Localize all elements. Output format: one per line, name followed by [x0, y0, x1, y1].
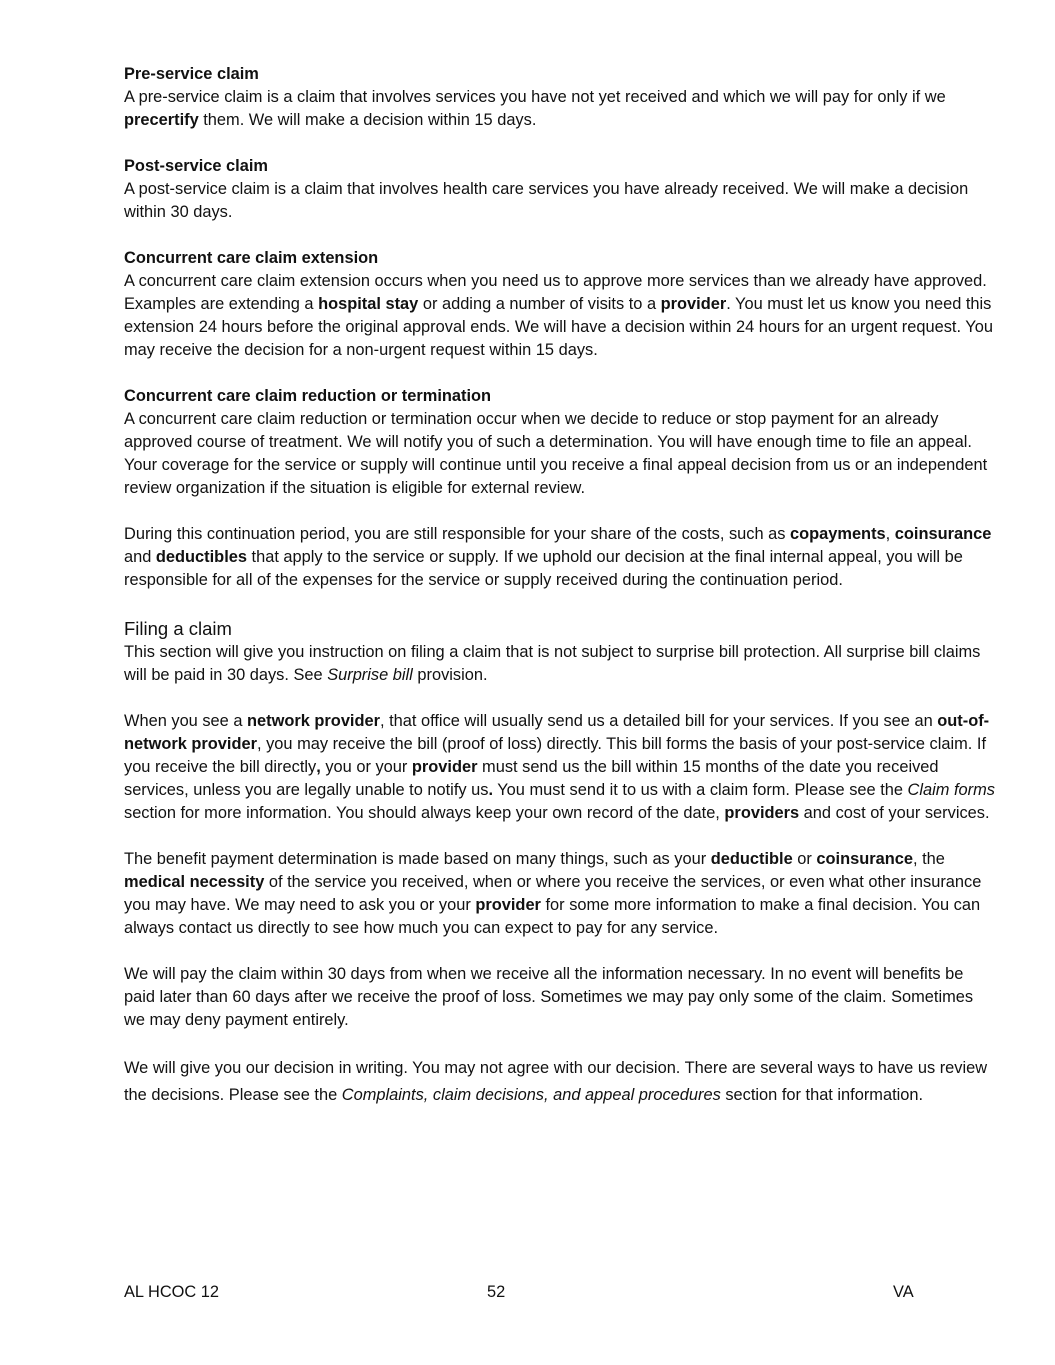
text-run: of the service you received, when or where you receive the services, or even what other insurance you may have. We may need to ask you or your: [124, 873, 982, 914]
text-run: , the: [912, 850, 945, 868]
defined-term: copayments: [790, 525, 886, 543]
document-page: [124, 63, 996, 1109]
text-run: When you see a: [124, 712, 248, 730]
defined-term: medical necessity: [124, 873, 265, 891]
text-run: You must send it to us with a claim form. Please see the: [493, 781, 908, 799]
pre-service-paragraph: [124, 86, 996, 132]
text-run: provision.: [412, 666, 488, 684]
concurrent-reduction-paragraph: A concurrent care claim reduction or termination occur when we decide to reduce or stop payment for an already approved course of treatment. We will notify you of such a determination. You will have enough time to file an appeal. Your coverage for the service or supply will continue until you receive a final appeal decision from us or an independent review organization if the situation is eligible for external review.: [124, 410, 988, 497]
defined-term: precertify: [124, 111, 199, 129]
text-run: section for that information.: [720, 1086, 924, 1104]
section-reference: Surprise bill: [327, 666, 413, 684]
text-run: that apply to the service or supply. If we uphold our decision at the final internal appeal, you will be responsible for all of the expenses for the service or supply received during the continuation period.: [124, 548, 963, 589]
text-run: for some more information to make a final decision. You can always contact us directly to see how much you can expect to pay for any service.: [124, 896, 981, 937]
text-run: We will give you our decision in writing. You may not agree with our decision. There are several ways to have us review the decisions. Please see the: [124, 1059, 988, 1104]
section-reference: Complaints, claim decisions, and appeal procedures: [341, 1086, 721, 1104]
text-run: must send us the bill within 15 months of the date you received services, unless you are legally unable to notify us: [124, 758, 939, 799]
concurrent-reduction-heading: Concurrent care claim reduction or termination: [124, 387, 492, 405]
text-run: During this continuation period, you are still responsible for your share of the costs, such as: [124, 525, 790, 543]
text-run: section for more information. You should always keep your own record of the date,: [124, 804, 725, 822]
text-run: , you may receive the bill (proof of loss) directly. This bill forms the basis of your post-service claim. If you receive the bill directly: [124, 735, 987, 776]
footer-page-number: 52: [487, 1283, 506, 1301]
bold-punctuation: ,: [316, 758, 321, 776]
text-run: or adding a number of visits to a: [418, 295, 661, 313]
defined-term: hospital stay: [318, 295, 419, 313]
post-service-paragraph: A post-service claim is a claim that involves health care services you have already received. We will make a decision within 30 days.: [124, 180, 969, 221]
defined-term: provider: [411, 758, 478, 776]
text-run: A pre-service claim is a claim that involves services you have not yet received and which we will pay for only if we: [124, 88, 946, 106]
concurrent-extension-heading: Concurrent care claim extension: [124, 249, 379, 267]
text-run: them. We will make a decision within 15 days.: [198, 111, 537, 129]
footer-state-code: VA: [893, 1283, 914, 1301]
defined-term: deductible: [710, 850, 793, 868]
text-run: . You must let us know you need this extension 24 hours before the original approval ends. We will have a decision within 24 hours for an urgent request. You may receive the decision for a non-urgent request within 15 days.: [124, 295, 993, 359]
text-run: and cost of your services.: [799, 804, 990, 822]
defined-term: coinsurance: [816, 850, 913, 868]
continuation-paragraph: [124, 523, 996, 592]
text-run: you or your: [320, 758, 412, 776]
text-run: , that office will usually send us a detailed bill for your services. If you see an: [380, 712, 938, 730]
text-run: A concurrent care claim extension occurs when you need us to approve more services than we already have approved. Examples are extending a: [124, 272, 987, 313]
text-run: This section will give you instruction on filing a claim that is not subject to surprise bill protection. All surprise bill claims will be paid in 30 days. See: [124, 643, 981, 684]
concurrent-extension-paragraph: [124, 270, 996, 362]
text-run: ,: [885, 525, 895, 543]
pre-service-heading: Pre-service claim: [124, 65, 259, 83]
bold-punctuation: .: [488, 781, 493, 799]
text-run: The benefit payment determination is made based on many things, such as your: [124, 850, 711, 868]
defined-term: coinsurance: [894, 525, 992, 543]
filing-paragraph-5: [124, 1055, 996, 1109]
defined-term: network provider: [247, 712, 380, 730]
filing-paragraph-1: [124, 641, 996, 687]
defined-term: provider: [660, 295, 727, 313]
defined-term: provider: [475, 896, 541, 914]
defined-term: providers: [724, 804, 800, 822]
filing-paragraph-4: We will pay the claim within 30 days from when we receive all the information necessary. In no event will benefits be paid later than 60 days after we receive the proof of loss. Sometimes we may pay only some of the claim. Sometimes we may deny payment entirely.: [124, 965, 974, 1029]
filing-paragraph-3: [124, 848, 996, 940]
filing-paragraph-2: [124, 710, 996, 825]
defined-term: deductibles: [155, 548, 247, 566]
filing-claim-heading: Filing a claim: [124, 618, 232, 639]
text-run: and: [124, 548, 156, 566]
defined-term: out-of-network provider: [124, 712, 990, 753]
section-reference: Claim forms: [907, 781, 995, 799]
footer-form-number: AL HCOC 12: [124, 1283, 220, 1301]
text-run: or: [792, 850, 817, 868]
post-service-heading: Post-service claim: [124, 157, 268, 175]
